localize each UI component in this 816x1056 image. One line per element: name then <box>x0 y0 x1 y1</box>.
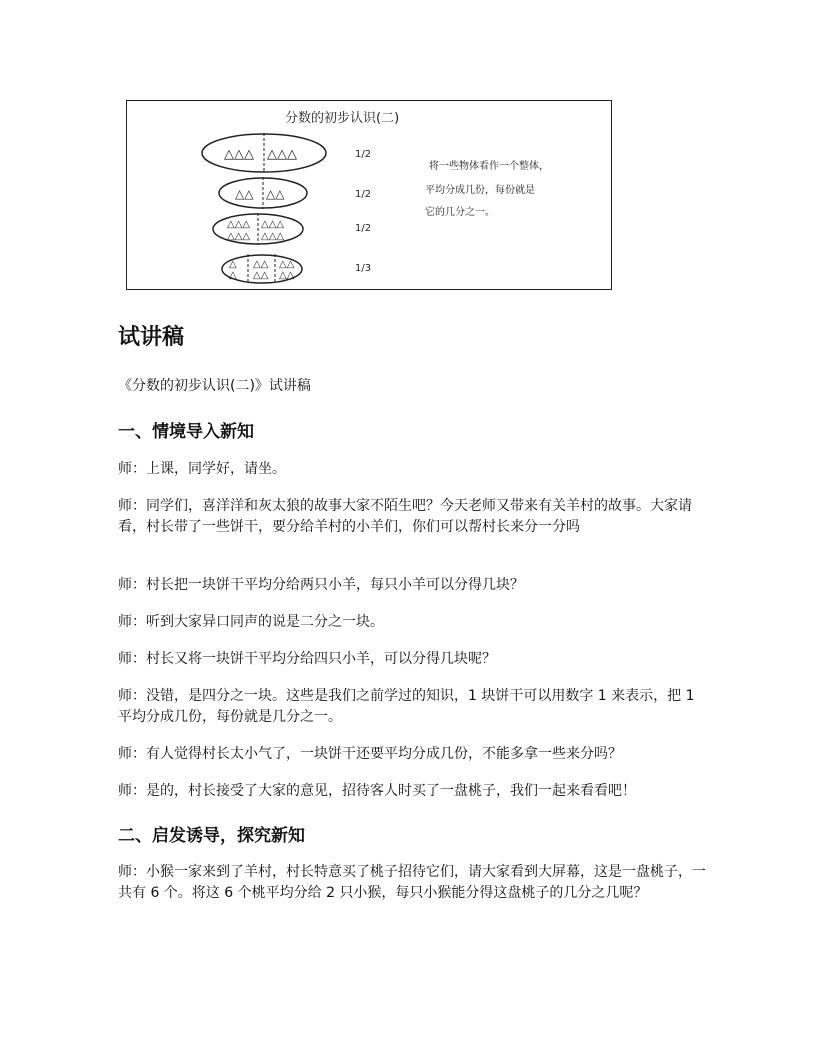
svg-text:△△△: △△△ <box>224 147 254 162</box>
board-note-line: 将一些物体看作一个整体， <box>429 161 549 172</box>
section-heading-2: 二、启发诱导，探究新知 <box>118 826 305 846</box>
svg-text:△△△: △△△ <box>227 219 251 230</box>
board-fraction: 1/2 <box>355 189 372 200</box>
board-fraction: 1/2 <box>355 223 372 234</box>
board-fraction: 1/3 <box>355 263 372 274</box>
paragraph: 师：上课，同学好，请坐。 <box>118 461 286 477</box>
paragraph: 师：同学们，喜洋洋和灰太狼的故事大家不陌生吧？今天老师又带来有关羊村的故事。大家请看，村长带了一些饼干，要分给羊村的小羊们，你们可以帮村长来分一分吗 <box>118 498 692 535</box>
board-note-line: 平均分成几份，每份就是 <box>425 185 535 196</box>
svg-text:△△△: △△△ <box>267 147 297 162</box>
paragraph: 师：村长把一块饼干平均分给两只小羊，每只小羊可以分得几块？ <box>118 577 524 593</box>
svg-text:△△: △△ <box>266 187 285 201</box>
paragraph: 师：听到大家异口同声的说是二分之一块。 <box>118 614 384 630</box>
paragraph: 师：是的，村长接受了大家的意见，招待客人时买了一盘桃子，我们一起来看看吧！ <box>118 783 636 799</box>
ellipse-group-2 <box>219 177 307 209</box>
paragraph: 师：村长又将一块饼干平均分给四只小羊，可以分得几块呢？ <box>118 651 496 667</box>
svg-text:△△△: △△△ <box>261 231 285 242</box>
board-note-line: 它的几分之一。 <box>425 207 495 218</box>
board-fractions <box>355 149 371 274</box>
board-drawing <box>127 101 610 288</box>
svg-text:△△: △△ <box>253 259 269 270</box>
svg-text:△: △ <box>229 270 237 281</box>
svg-text:△△: △△ <box>253 270 269 281</box>
board-title: 分数的初步认识(二) <box>285 111 400 126</box>
paragraph: 师：有人觉得村长太小气了，一块饼干还要平均分成几份，不能多拿一些来分吗？ <box>118 746 622 762</box>
paragraph: 师：小猴一家来到了羊村，村长特意买了桃子招待它们，请大家看到大屏幕，这是一盘桃子，一共有 6 个。将这 6 个桃平均分给 2 只小猴，每只小猴能分得这盘桃子的几分之几呢？ <box>118 864 706 901</box>
ellipse-group-3 <box>213 213 303 245</box>
document-title: 试讲稿 <box>118 325 185 350</box>
ellipse-group-4 <box>222 254 302 284</box>
ellipse-group-1 <box>202 133 326 173</box>
svg-text:△△: △△ <box>279 270 295 281</box>
svg-text:△△△: △△△ <box>227 231 251 242</box>
svg-text:△△△: △△△ <box>261 219 285 230</box>
board-fraction: 1/2 <box>355 149 372 160</box>
section-heading-1: 一、情境导入新知 <box>118 422 254 442</box>
svg-text:△△: △△ <box>235 187 254 201</box>
svg-text:△△: △△ <box>279 259 295 270</box>
board-note <box>425 159 549 218</box>
paragraph: 师：没错，是四分之一块。这些是我们之前学过的知识，1 块饼干可以用数字 1 来表示，把 1 平均分成几份，每份就是几分之一。 <box>118 688 695 725</box>
document-subtitle: 《分数的初步认识(二)》试讲稿 <box>118 378 311 394</box>
svg-text:△: △ <box>229 259 237 270</box>
lesson-board-figure <box>126 100 612 290</box>
